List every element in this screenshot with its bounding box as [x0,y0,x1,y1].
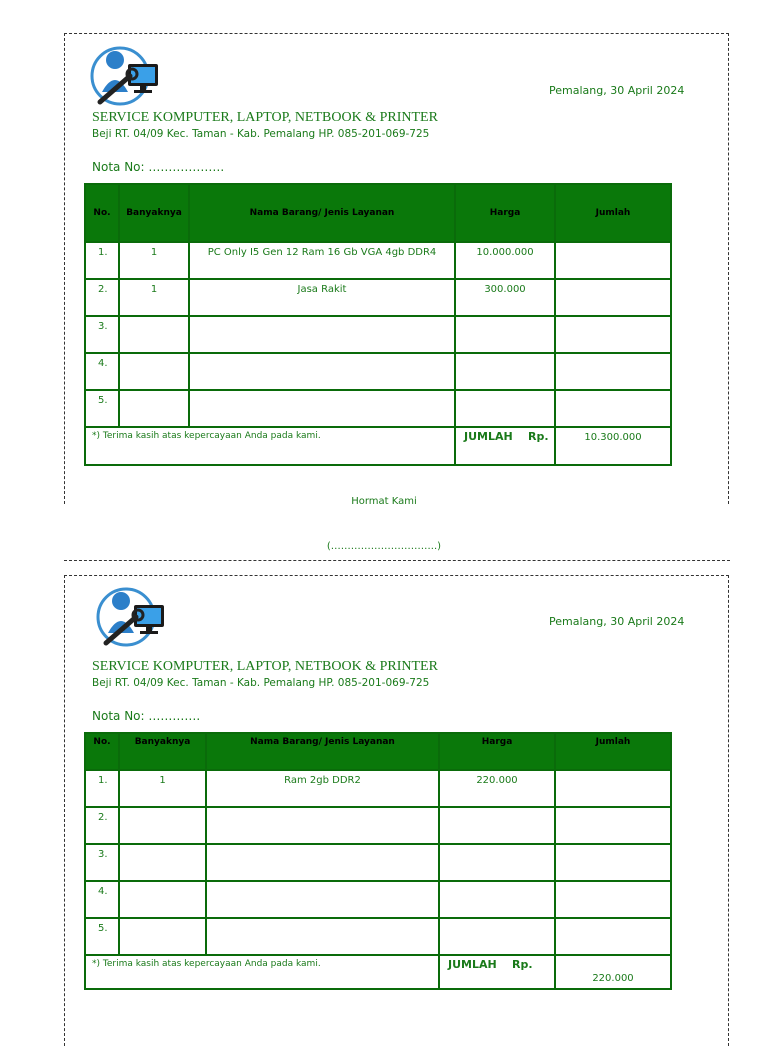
thanks-note: *) Terima kasih atas kepercayaan Anda pada kami. [85,955,439,989]
row-total [555,918,671,955]
table-row [85,881,671,918]
row-no: 5. [85,918,119,955]
table-row [85,770,671,807]
row-total [555,242,671,279]
row-no: 5. [85,390,119,427]
company-name: SERVICE KOMPUTER, LAPTOP, NETBOOK & PRINTER [92,659,438,674]
table-header-row [85,184,671,242]
header-item: Nama Barang/ Jenis Layanan [206,733,439,770]
row-price [439,844,555,881]
table-row [85,279,671,316]
table-row [85,316,671,353]
row-qty [119,316,189,353]
row-qty [119,844,206,881]
row-qty [119,390,189,427]
table-total-row [85,427,671,465]
table-row [85,353,671,390]
nota-number: Nota No: …………. [92,709,201,723]
row-price [439,881,555,918]
header-total: Jumlah [555,184,671,242]
row-qty [119,918,206,955]
company-name: SERVICE KOMPUTER, LAPTOP, NETBOOK & PRINTER [92,110,438,125]
technician-computer-wrench-icon [96,583,170,649]
row-price [439,807,555,844]
row-item [206,844,439,881]
row-item: PC Only I5 Gen 12 Ram 16 Gb VGA 4gb DDR4 [189,242,455,279]
cut-line [64,560,730,561]
row-price [455,316,555,353]
table-row [85,844,671,881]
total-value: 220.000 [555,955,671,989]
row-price: 220.000 [439,770,555,807]
row-total [555,844,671,881]
row-qty [119,881,206,918]
row-no: 1. [85,242,119,279]
table-row [85,242,671,279]
row-item: Jasa Rakit [189,279,455,316]
header-price: Harga [439,733,555,770]
row-qty [119,353,189,390]
total-value: 10.300.000 [555,427,671,465]
row-price [455,390,555,427]
row-no: 2. [85,807,119,844]
row-no: 1. [85,770,119,807]
row-qty: 1 [119,242,189,279]
header-qty: Banyaknya [119,184,189,242]
row-total [555,881,671,918]
row-total [555,316,671,353]
thanks-note: *) Terima kasih atas kepercayaan Anda pada kami. [85,427,455,465]
row-total [555,279,671,316]
header-no: No. [85,184,119,242]
row-no: 3. [85,844,119,881]
row-item [189,390,455,427]
total-label: JUMLAH Rp. [439,955,555,989]
row-price: 10.000.000 [455,242,555,279]
total-label: JUMLAH Rp. [455,427,555,465]
row-item [206,807,439,844]
table-row [85,918,671,955]
row-qty: 1 [119,770,206,807]
row-no: 3. [85,316,119,353]
company-address: Beji RT. 04/09 Kec. Taman - Kab. Pemalang HP. 085-201-069-725 [92,677,430,689]
row-item: Ram 2gb DDR2 [206,770,439,807]
row-total [555,807,671,844]
header-no: No. [85,733,119,770]
row-price [455,353,555,390]
table-header-row [85,733,671,770]
header-total: Jumlah [555,733,671,770]
date: Pemalang, 30 April 2024 [549,84,685,97]
row-total [555,353,671,390]
row-item [189,316,455,353]
company-address: Beji RT. 04/09 Kec. Taman - Kab. Pemalang HP. 085-201-069-725 [92,128,430,140]
header-qty: Banyaknya [119,733,206,770]
row-no: 4. [85,353,119,390]
invoice-table [84,183,672,466]
nota-number: Nota No: ………………. [92,160,225,174]
header-item: Nama Barang/ Jenis Layanan [189,184,455,242]
row-item [206,881,439,918]
row-total [555,770,671,807]
technician-computer-wrench-icon [90,42,164,108]
row-no: 2. [85,279,119,316]
row-total [555,390,671,427]
table-total-row [85,955,671,989]
row-item [206,918,439,955]
date: Pemalang, 30 April 2024 [549,615,685,628]
row-price [439,918,555,955]
row-no: 4. [85,881,119,918]
row-qty: 1 [119,279,189,316]
closing-text: Hormat Kami [351,496,417,507]
row-qty [119,807,206,844]
invoice-table [84,732,672,990]
row-price: 300.000 [455,279,555,316]
table-row [85,390,671,427]
row-item [189,353,455,390]
table-row [85,807,671,844]
signature-line: (…………………………..) [326,541,442,552]
header-price: Harga [455,184,555,242]
